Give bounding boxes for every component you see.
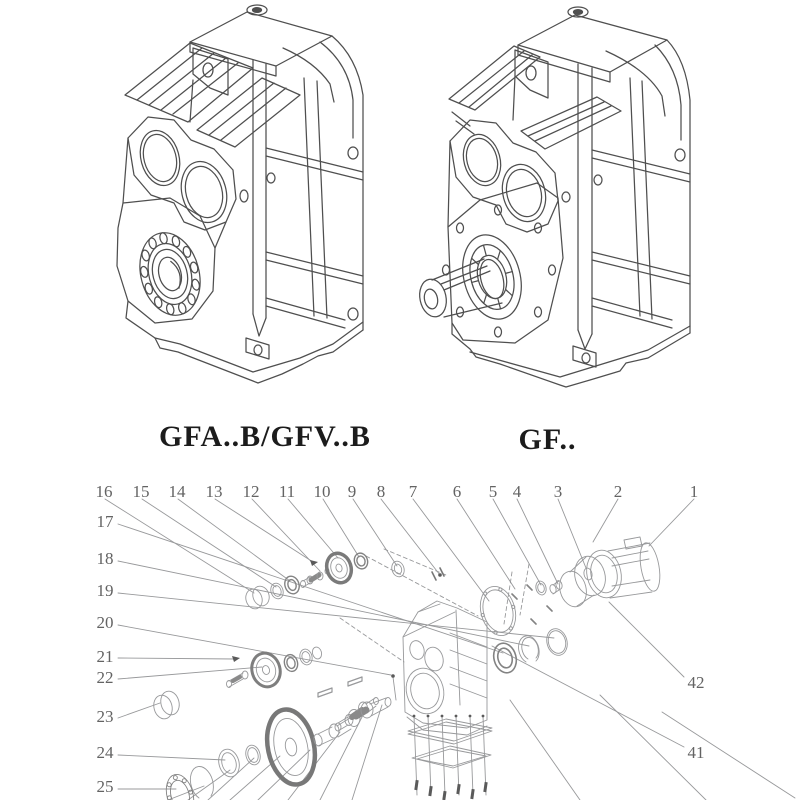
- gearbox-drawing-gf: [416, 7, 690, 387]
- callout-42: 42: [687, 673, 705, 692]
- output-bearing-boss: [454, 228, 530, 326]
- callout-18: 18: [96, 549, 114, 568]
- callout-2: 2: [613, 482, 623, 501]
- bolt-ear-hole: [675, 149, 685, 161]
- bolt-ear-hole: [348, 147, 358, 159]
- exploded-diagram: [96, 482, 796, 800]
- bore-1: [134, 126, 185, 190]
- callout-23: 23: [96, 707, 114, 726]
- callout-8: 8: [376, 482, 386, 501]
- callout-19: 19: [96, 581, 114, 600]
- mounting-hole: [526, 66, 536, 80]
- second-stage-gear: [248, 650, 284, 690]
- input-assembly: [243, 550, 444, 611]
- callout-20: 20: [96, 613, 114, 632]
- model-label-gfab: GFA..B/GFV..B: [159, 420, 371, 453]
- callout-24: 24: [96, 743, 114, 762]
- keys: [318, 677, 362, 697]
- bolt-ear-hole: [348, 308, 358, 320]
- callout-5: 5: [488, 482, 498, 501]
- leader-lines-left: [118, 524, 554, 789]
- bore-1: [458, 130, 506, 190]
- leader-arrowhead: [232, 656, 240, 662]
- callout-11: 11: [278, 482, 296, 501]
- callout-3: 3: [553, 482, 563, 501]
- gearbox-drawing-gfab: [117, 5, 363, 383]
- callout-10: 10: [313, 482, 331, 501]
- motor: [582, 537, 663, 601]
- callout-12: 12: [242, 482, 260, 501]
- output-shaft-part: [313, 698, 391, 747]
- callout-7: 7: [408, 482, 418, 501]
- output-assembly: [151, 689, 391, 800]
- callout-numbers: [96, 482, 705, 796]
- callout-25: 25: [96, 777, 114, 796]
- motor-assembly: [475, 537, 663, 640]
- callout-4: 4: [512, 482, 522, 501]
- callout-14: 14: [168, 482, 186, 501]
- callout-13: 13: [205, 482, 223, 501]
- callout-41: 41: [687, 743, 705, 762]
- bore-2: [175, 156, 234, 227]
- snap-ring: [190, 767, 213, 798]
- callout-16: 16: [95, 482, 113, 501]
- callout-1: 1: [689, 482, 699, 501]
- leader-lines-right: [492, 602, 684, 747]
- leader-lines-top: [105, 499, 694, 601]
- model-label-gf: GF..: [518, 423, 577, 456]
- motor-adapter: [556, 553, 610, 610]
- output-bearing: [131, 226, 209, 322]
- callout-21: 21: [96, 647, 114, 666]
- callout-6: 6: [452, 482, 462, 501]
- input-gear: [323, 550, 355, 586]
- output-seal-parts: [490, 626, 570, 675]
- callout-9: 9: [347, 482, 357, 501]
- callout-22: 22: [96, 668, 114, 687]
- callout-17: 17: [96, 512, 114, 531]
- output-gear: [261, 705, 322, 789]
- callout-15: 15: [132, 482, 150, 501]
